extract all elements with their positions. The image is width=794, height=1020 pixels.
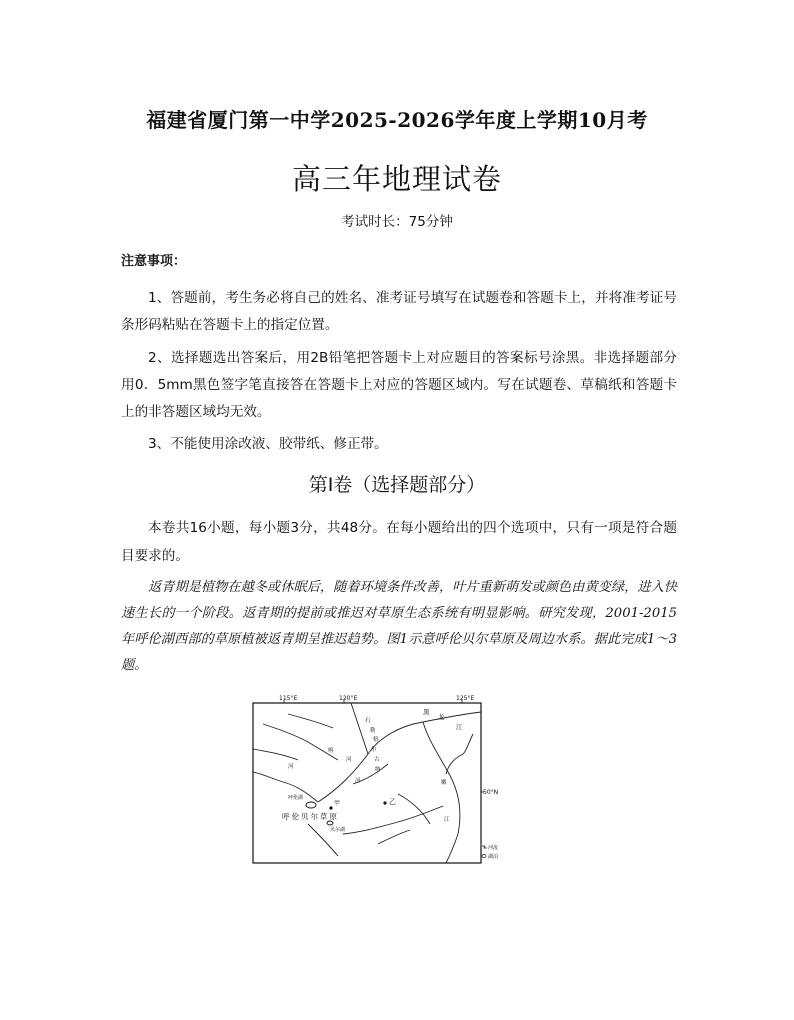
hulunbuir-map-figure [248, 694, 498, 866]
tributary-west [253, 749, 298, 760]
lon-label-115: 115°E [279, 695, 298, 702]
lon-label-125: 125°E [456, 695, 475, 702]
legend-river-symbol [482, 846, 487, 848]
label-he-west: 河 [288, 764, 294, 770]
label-yi: 乙 [389, 798, 396, 806]
buir-lake [327, 821, 333, 825]
notes-heading: 注意事项： [121, 254, 187, 269]
legend-river-label: 河流 [488, 845, 498, 851]
river-network [253, 703, 481, 863]
note-item-2: 2、选择题选出答案后，用2B铅笔把答题卡上对应题目的答案标号涂黑。非选择题部分用0．5mm黑色签字笔直接答在答题卡上对应的答题区域内。写在试题卷、草稿纸和答题卡上的非答题区域均无效。 [121, 350, 677, 420]
label-na: 纳 [375, 767, 381, 773]
tributary-ne [446, 754, 463, 774]
label-hei: 黑 [423, 708, 430, 716]
tributary-ne2 [463, 734, 473, 754]
point-yi [383, 801, 386, 804]
map-svg [248, 694, 498, 866]
label-ke: 喀 [328, 748, 334, 754]
note-item-3: 3、不能使用涂改液、胶带纸、修正带。 [148, 436, 388, 452]
lon-label-120: 120°E [339, 695, 358, 702]
label-he-1: 河 [346, 757, 352, 763]
question-passage: 返青期是植物在越冬或休眠后，随着环境条件改善，叶片重新萌发或颜色由黄变绿，进入快速生长的一个阶段。返青期的提前或推迟对草原生态系统有明显影响。研究发现，2001-2015年呼伦湖西部的草原植被返青期呈推迟趋势。图1示意呼伦贝尔草原及周边水系。据此完成1～3题。 [121, 580, 677, 673]
label-nen: 嫩 [441, 780, 447, 786]
label-shi: 石 [365, 718, 371, 724]
note-item-1: 1、答题前，考生务必将自己的姓名、准考证号填写在试题卷和答题卡上，并将准考证号条形码粘贴在答题卡上的指定位置。 [121, 290, 677, 333]
tributary-nw [263, 724, 338, 760]
label-gu: 古 [374, 757, 380, 763]
label-he-2: 河 [355, 778, 361, 784]
school-exam-title: 福建省厦门第一中学2025-2026学年度上学期10月考 [146, 108, 648, 132]
point-jia [329, 806, 332, 809]
lat-label-50n: 50°N [483, 789, 498, 796]
label-jia: 甲 [334, 800, 341, 807]
exam-subject-title: 高三年地理试卷 [291, 162, 502, 196]
shilka-river [351, 703, 368, 754]
tributary-s2 [378, 830, 410, 844]
section-intro: 本卷共16小题，每小题3分，共48分。在每小题给出的四个选项中，只有一项是符合题目要求的。 [121, 520, 677, 564]
legend-lake-symbol [482, 855, 486, 858]
label-ge: 格 [373, 737, 379, 743]
label-buir-lake: 贝尔湖 [330, 827, 346, 833]
label-le: 勒 [370, 728, 376, 734]
nenjiang-river [423, 722, 460, 863]
kherlen-river [253, 772, 318, 802]
label-long: 龙 [438, 713, 445, 721]
tributary-n [288, 714, 333, 728]
tributary-south [398, 794, 430, 824]
hulun-lake [306, 802, 316, 808]
label-hulunbuir-grassland: 呼伦贝尔草原 [282, 812, 339, 821]
label-jiang: 江 [456, 723, 463, 731]
exam-duration: 考试时长：75分钟 [341, 214, 453, 230]
label-jiang-2: 江 [444, 817, 450, 823]
legend-lake-label: 湖泊 [488, 854, 498, 860]
section-title: 第Ⅰ卷（选择题部分） [308, 474, 486, 496]
label-hulun-lake: 呼伦湖 [288, 795, 304, 801]
label-er: 尔 [371, 747, 377, 753]
